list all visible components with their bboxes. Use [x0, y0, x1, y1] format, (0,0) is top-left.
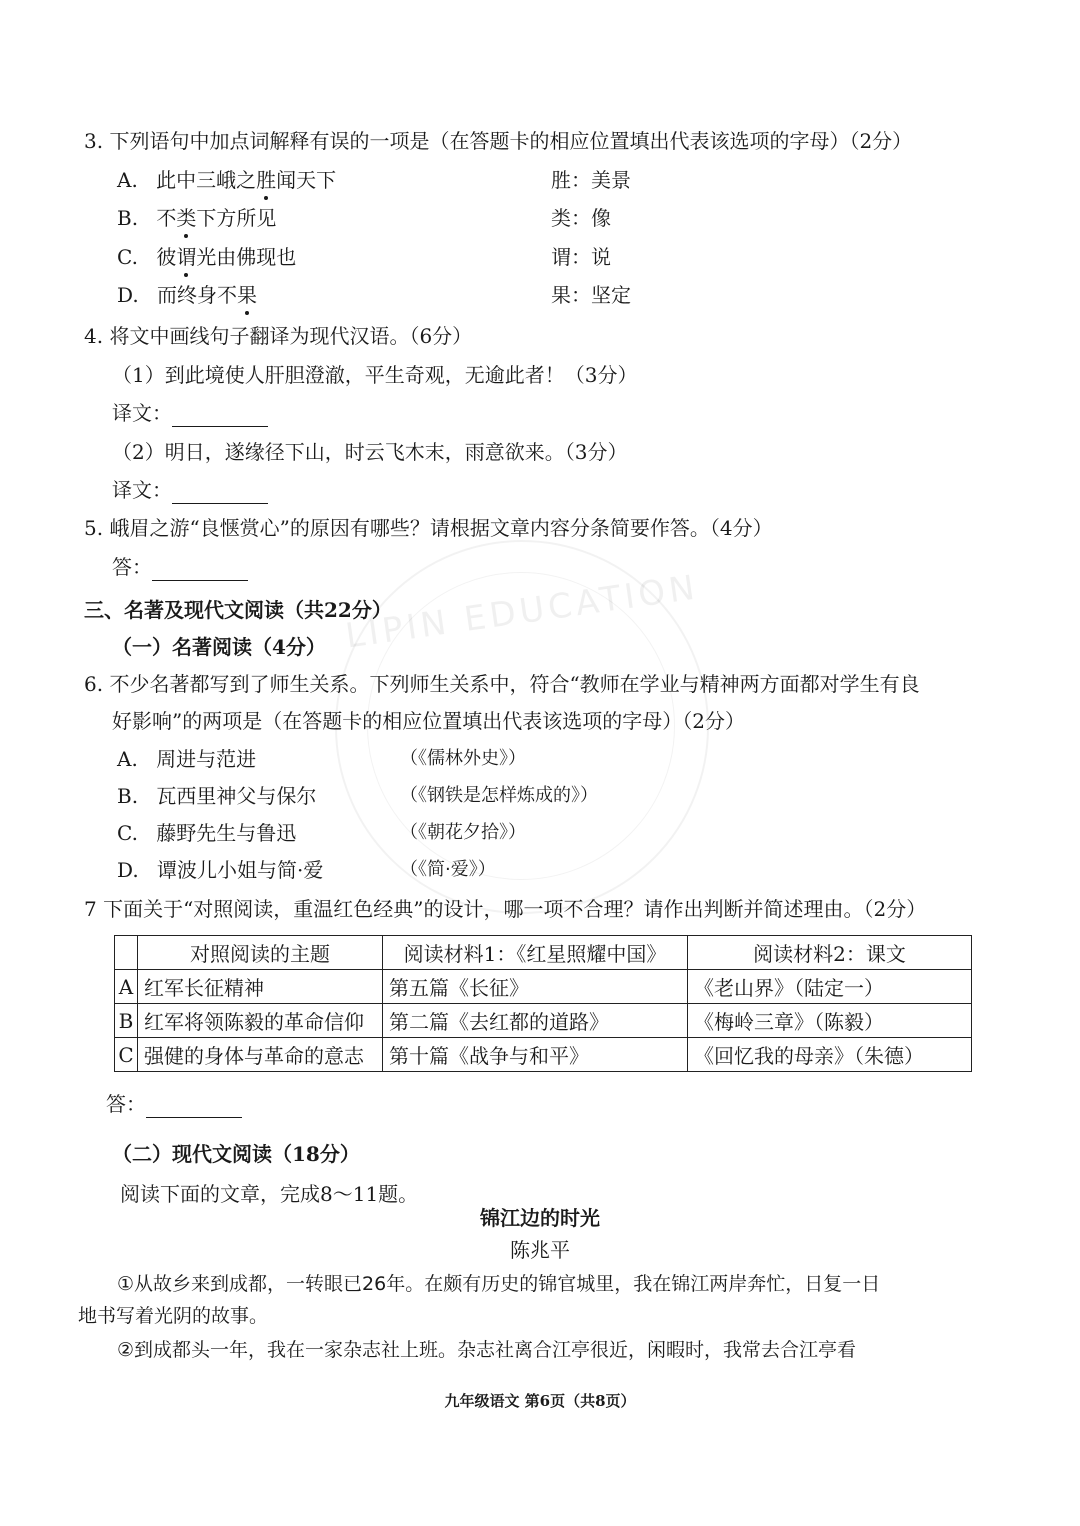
dotted-word: 胜 [256, 168, 277, 192]
q3-stem: 3. 下列语句中加点词解释有误的一项是（在答题卡的相应位置填出代表该选项的字母）（2分） [84, 129, 913, 153]
q6-stem-line1: 6. 不少名著都写到了师生关系。下列师生关系中，符合“教师在学业与精神两方面都对学生有良 [84, 672, 920, 696]
q3-explain-d: 果：坚定 [551, 283, 631, 307]
option-label: D. [117, 283, 139, 307]
q7-stem: 7 下面关于“对照阅读，重温红色经典”的设计，哪一项不合理？请作出判断并简述理由。（2分） [84, 897, 927, 921]
option-label: A. [117, 747, 138, 771]
table-cell: 强健的身体与革命的意志 [138, 1038, 383, 1072]
table-row [115, 970, 972, 1004]
option-text-post: 闻天下 [276, 168, 337, 192]
option-label: D. [117, 858, 139, 882]
option-text-post: 下方所见 [196, 206, 277, 230]
option-text-pre: 不 [156, 206, 177, 230]
q3-explain-a: 胜：美景 [551, 168, 631, 192]
option-text-pre: 而终身不 [157, 283, 238, 307]
q6-option-b [117, 782, 316, 810]
article-paragraph-2: ②到成都头一年，我在一家杂志社上班。杂志社离合江亭很近，闲暇时，我常去合江亭看 [117, 1339, 857, 1361]
answer-blank[interactable] [172, 406, 268, 427]
q4-part2: （2）明日，遂缘径下山，时云飞木末，雨意欲来。（3分） [112, 440, 628, 464]
q3-explain-c: 谓：说 [551, 245, 611, 269]
section3-part1-title: （一）名著阅读（4分） [112, 635, 326, 659]
q4-part1: （1）到此境使人肝胆澄澈，平生奇观，无逾此者！（3分） [112, 363, 638, 387]
q5-answer [112, 553, 248, 581]
part2-title: （二）现代文阅读（18分） [112, 1142, 360, 1166]
table-cell: 红军长征精神 [138, 970, 383, 1004]
q4-answer-2 [112, 476, 268, 504]
answer-blank[interactable] [152, 560, 248, 581]
table-cell: 《老山界》（陆定一） [688, 970, 972, 1004]
q6-option-d [117, 856, 323, 884]
table-cell: C [115, 1038, 138, 1072]
q3-option-c [117, 243, 296, 271]
q3-option-b [117, 204, 276, 232]
option-text: 谭波儿小姐与简·爱 [157, 858, 324, 882]
answer-label: 答： [112, 555, 152, 579]
q4-stem: 4. 将文中画线句子翻译为现代汉语。（6分） [84, 324, 473, 348]
option-label: B. [117, 206, 139, 230]
q4-answer-1 [112, 399, 268, 427]
table-cell: B [115, 1004, 138, 1038]
table-cell: 第二篇《去红都的道路》 [383, 1004, 688, 1038]
q6-stem-line2: 好影响”的两项是（在答题卡的相应位置填出代表该选项的字母）（2分） [112, 709, 745, 733]
answer-label: 译文： [112, 401, 172, 425]
table-cell: 《回忆我的母亲》（朱德） [688, 1038, 972, 1072]
table-header-cell: 对照阅读的主题 [138, 936, 383, 970]
q6-option-c [117, 819, 296, 847]
option-text-post: 光由佛现也 [196, 245, 297, 269]
watermark-text: LIPIN EDUCATION [343, 567, 701, 657]
article-title: 锦江边的时光 [480, 1206, 600, 1230]
article-paragraph-1a: ①从故乡来到成都，一转眼已26年。在颇有历史的锦官城里，我在锦江两岸奔忙，日复一日 [117, 1273, 881, 1295]
answer-blank[interactable] [172, 483, 268, 504]
option-label: A. [117, 168, 138, 192]
option-text-pre: 彼 [156, 245, 177, 269]
q5-stem: 5. 峨眉之游“良惬赏心”的原因有哪些？请根据文章内容分条简要作答。（4分） [84, 516, 773, 540]
answer-label: 译文： [112, 478, 172, 502]
q6-book-b: （《钢铁是怎样炼成的》） [400, 785, 598, 806]
option-text: 藤野先生与鲁迅 [156, 821, 297, 845]
page-footer: 九年级语文 第6页（共8页） [444, 1392, 636, 1410]
q6-option-a [117, 745, 256, 773]
table-cell: 第十篇《战争与和平》 [383, 1038, 688, 1072]
table-row [115, 1038, 972, 1072]
q3-option-a [117, 166, 336, 194]
comparison-table [114, 935, 972, 1072]
dotted-word: 果 [237, 283, 258, 307]
article-paragraph-1b: 地书写着光阴的故事。 [78, 1305, 269, 1327]
table-header-row [115, 936, 972, 970]
option-text-pre: 此中三峨之 [156, 168, 257, 192]
dotted-word: 类 [176, 206, 197, 230]
q6-book-a: （《儒林外史》） [400, 748, 526, 769]
option-label: B. [117, 784, 139, 808]
table-header-cell: 阅读材料1：《红星照耀中国》 [383, 936, 688, 970]
q3-option-d [117, 281, 257, 309]
q6-book-d: （《简·爱》） [400, 859, 496, 880]
dotted-word: 谓 [176, 245, 197, 269]
table-cell: 《梅岭三章》（陈毅） [688, 1004, 972, 1038]
table-header-cell: 阅读材料2：课文 [688, 936, 972, 970]
option-text: 瓦西里神父与保尔 [156, 784, 317, 808]
answer-blank[interactable] [146, 1097, 242, 1118]
q3-explain-b: 类：像 [551, 206, 611, 230]
option-text: 周进与范进 [156, 747, 257, 771]
q7-answer [106, 1090, 242, 1118]
table-cell: 红军将领陈毅的革命信仰 [138, 1004, 383, 1038]
table-row [115, 1004, 972, 1038]
article-author: 陈兆平 [510, 1238, 570, 1262]
table-cell: A [115, 970, 138, 1004]
option-label: C. [117, 245, 138, 269]
table-header-cell [115, 936, 138, 970]
option-label: C. [117, 821, 138, 845]
answer-label: 答： [106, 1092, 146, 1116]
q6-book-c: （《朝花夕拾》） [400, 822, 526, 843]
table-cell: 第五篇《长征》 [383, 970, 688, 1004]
part2-instruction: 阅读下面的文章，完成8～11题。 [120, 1182, 419, 1206]
section3-title: 三、名著及现代文阅读（共22分） [84, 598, 392, 622]
